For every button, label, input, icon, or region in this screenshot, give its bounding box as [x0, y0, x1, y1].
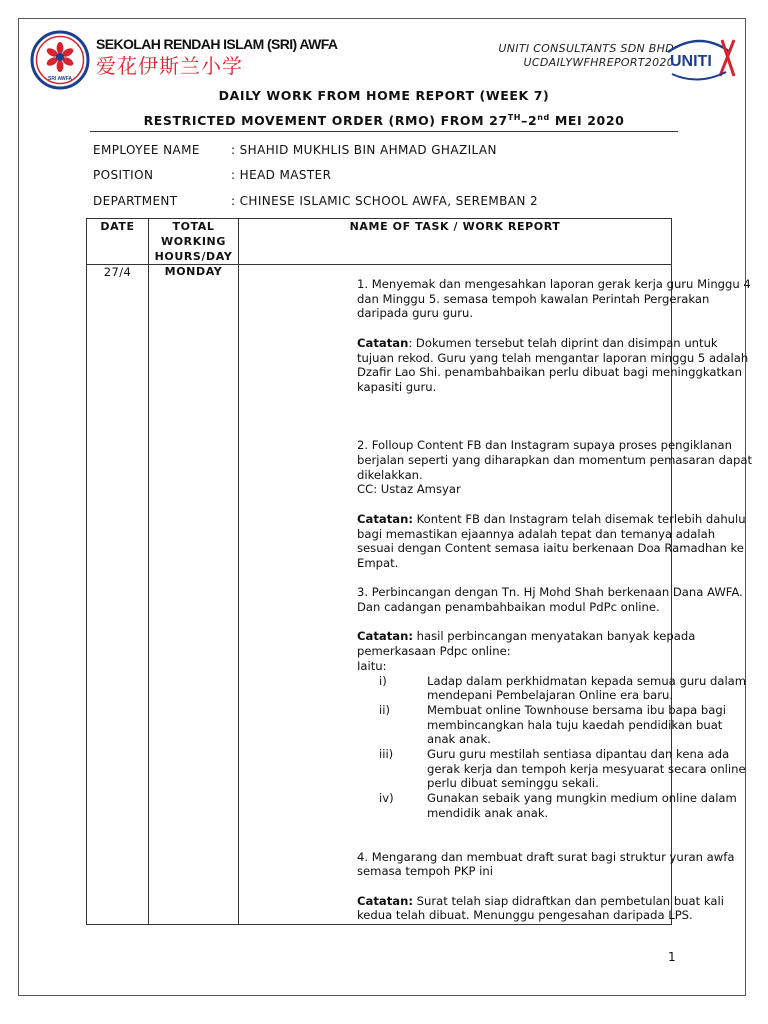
task-2: 2. Folloup Content FB dan Instagram supaya proses pengiklanan berjalan seperti yang diharapkan dan momentum pemasaran dapat dikelakkan. CC: Ustaz Amsyar — [357, 438, 753, 497]
list-item: i) Ladap dalam perkhidmatan kepada semua guru dalam mendepani Pembelajaran Online era baru. — [379, 673, 747, 703]
department-label: DEPARTMENT — [93, 194, 178, 208]
day-cell: MONDAY — [149, 265, 239, 925]
note-2: Catatan: Kontent FB dan Instagram telah disemak terlebih dahulu bagi memastikan ejaannya adalah tepat dan temanya adalah sesuai dengan Content semasa iaitu berkenaan Doa Ramadhan ke Empat. — [357, 511, 746, 570]
task-column-header: NAME OF TASK / WORK REPORT — [239, 219, 672, 265]
note-3: Catatan: hasil perbincangan menyatakan banyak kepada pemerkasaan Pdpc online: — [357, 629, 696, 659]
employee-name-row — [93, 143, 497, 157]
department-value: : CHINESE ISLAMIC SCHOOL AWFA, SEREMBAN 2 — [231, 194, 538, 208]
department-row — [93, 194, 538, 208]
position-row — [93, 168, 331, 182]
employee-name-label: EMPLOYEE NAME — [93, 143, 200, 157]
logo-caption: SRI AWFA — [48, 76, 72, 82]
page-number: 1 — [668, 950, 676, 964]
list-item: iv) Gunakan sebaik yang mungkin medium online dalam mendidik anak anak. — [379, 791, 737, 820]
note-1: Catatan: Dokumen tersebut telah diprint dan disimpan untuk tujuan rekod. Guru yang telah mengantar laporan minggu 5 adalah Dzafir Lao Shi. penambahbaikan perlu dibuat bagi meninggkatkan kapasiti guru. — [357, 335, 749, 394]
list-item: ii) Membuat online Townhouse bersama ibu bapa bagi membincangkan hala tuju kaedah pendidikan buat anak anak. — [379, 702, 726, 747]
work-report-cell — [239, 265, 753, 925]
list-item: iii) Guru guru mestilah sentiasa dipantau dan kena ada gerak kerja dan tempoh kerja mesyuarat secara online perlu dibuat seminggu sekali. — [379, 747, 746, 791]
note-3-iaitu: Iaitu: — [357, 658, 387, 673]
position-value: : HEAD MASTER — [231, 168, 332, 182]
school-name: SEKOLAH RENDAH ISLAM (SRI) AWFA — [96, 36, 338, 52]
table-header-row — [87, 219, 672, 265]
report-title: DAILY WORK FROM HOME REPORT (WEEK 7) — [218, 88, 550, 103]
hours-column-header: TOTAL WORKING HOURS/DAY — [149, 219, 239, 265]
position-label: POSITION — [93, 168, 154, 182]
company-name: UNITI CONSULTANTS SDN BHD — [498, 42, 674, 55]
date-column-header: DATE — [87, 219, 149, 265]
school-logo-icon — [30, 30, 90, 90]
date-cell: 27/4 — [87, 265, 149, 925]
title-divider — [90, 131, 678, 132]
report-subtitle: RESTRICTED MOVEMENT ORDER (RMO) FROM 27TH–2nd MEI 2020 — [143, 113, 625, 129]
employee-name-value: : SHAHID MUKHLIS BIN AHMAD GHAZILAN — [231, 143, 497, 157]
company-header — [498, 42, 674, 70]
uniti-logo-icon — [664, 32, 736, 84]
task-3: 3. Perbincangan dengan Tn. Hj Mohd Shah berkenaan Dana AWFA. Dan cadangan penambahbaikan modul PdPc online. — [357, 585, 743, 614]
note-4: Catatan: Surat telah siap didraftkan dan pembetulan buat kali kedua telah dibuat. Menunggu pengesahan daripada LPS. — [357, 893, 724, 923]
report-code: UCDAILYWFHREPORT2020 — [523, 56, 674, 69]
table-row — [87, 265, 672, 925]
uniti-logo-text: UNITI — [670, 53, 712, 70]
work-report-table — [86, 218, 753, 925]
task-1: 1. Menyemak dan mengesahkan laporan gerak kerja guru Minggu 4 dan Minggu 5. semasa tempoh kawalan Perintah Pergerakan daripada guru guru. — [357, 277, 751, 321]
school-chinese-name: 爱花伊斯兰小学 — [96, 54, 243, 78]
task-4: 4. Mengarang dan membuat draft surat bagi struktur yuran awfa semasa tempoh PKP ini — [357, 849, 735, 879]
